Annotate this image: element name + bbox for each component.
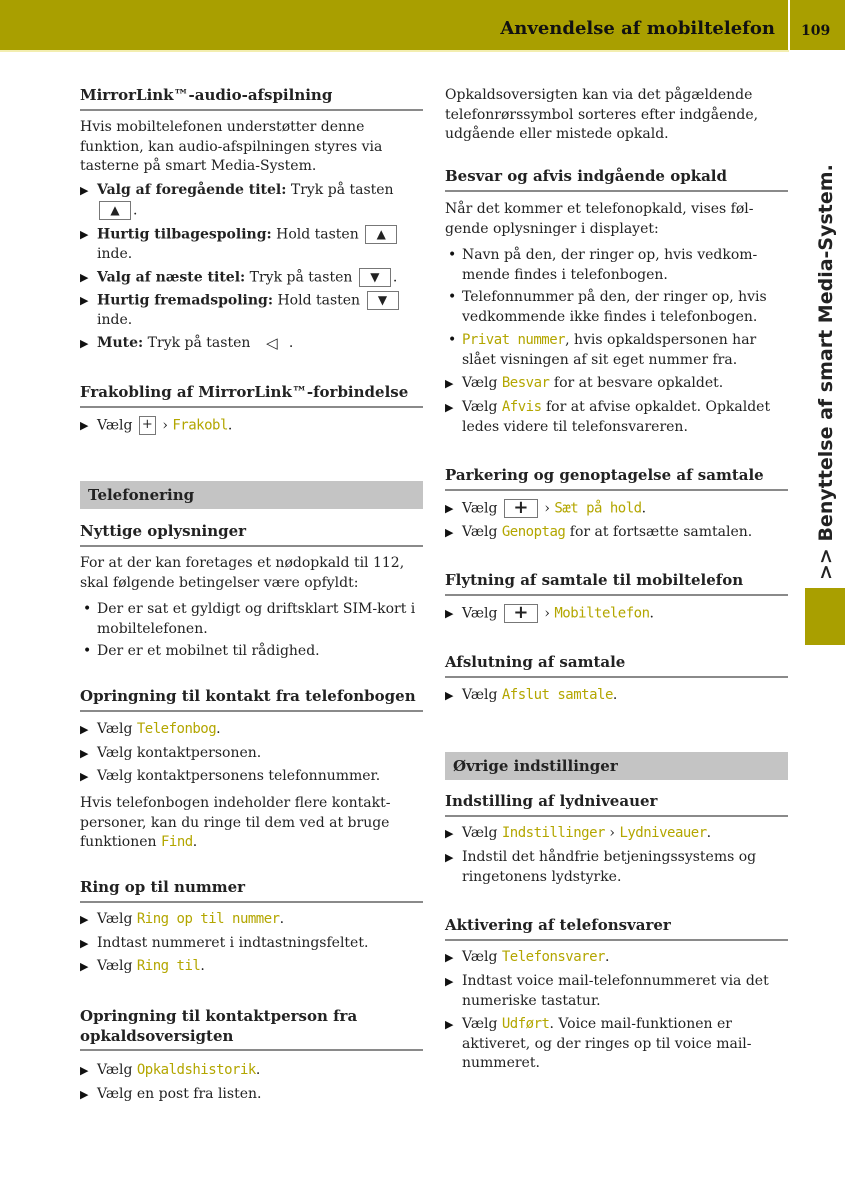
menu-item-reference: Mobiltelefon [554, 605, 650, 622]
text: Der er sat et gyldigt og driftsklart SIM-kort i mobiltelefonen. [97, 601, 416, 637]
text: . [604, 949, 610, 965]
instruction-step [80, 291, 423, 331]
section-heading [80, 878, 423, 903]
text: Frakobling af MirrorLink™-forbindelse [80, 383, 409, 401]
instruction-step [445, 374, 788, 394]
text: Afslutning af samtale [445, 653, 626, 671]
instruction-step [445, 848, 788, 887]
bold-label: Hurtig fremadspoling: [97, 292, 273, 309]
triangle-down-key-icon: ▼ [359, 268, 391, 287]
instruction-step [445, 1015, 788, 1074]
instruction-step [80, 225, 423, 265]
instruction-step [445, 824, 788, 844]
text: for at besvare opkaldet. [549, 375, 724, 391]
text: . [200, 958, 205, 974]
text: Tryk på tasten [245, 269, 357, 286]
text: . [288, 335, 294, 351]
page-title: Anvendelse af mobiltelefon [500, 18, 775, 39]
bold-label: Valg af foregående titel: [97, 182, 287, 198]
instruction-step [80, 957, 423, 977]
text: Parkering og genoptagelse af samtale [445, 466, 764, 484]
menu-item-reference: Lydniveauer [619, 825, 707, 841]
bold-label: Hurtig tilbagespoling: [97, 226, 272, 243]
text: Telefonering [88, 486, 195, 504]
text: Tryk på tasten [143, 335, 255, 351]
plus-key-icon: + [504, 499, 538, 518]
instruction-step [80, 1085, 423, 1105]
instruction-step [80, 767, 423, 787]
header-underline [0, 50, 789, 52]
menu-item-reference: Find [161, 834, 193, 850]
text: . [392, 269, 398, 286]
text: › [539, 605, 555, 622]
text: Øvrige indstillinger [453, 757, 618, 775]
instruction-step [80, 744, 423, 764]
text: Indstilling af lydniveauer [445, 792, 658, 810]
text: . [227, 417, 233, 434]
text: . [649, 605, 654, 622]
text: Vælg [462, 949, 502, 965]
text: . [641, 500, 647, 517]
text: Besvar og afvis indgående opkald [445, 167, 727, 185]
section-heading [80, 522, 423, 547]
paragraph [80, 794, 423, 853]
paragraph [80, 118, 423, 177]
text: Vælg [97, 417, 137, 434]
paragraph [445, 86, 788, 145]
plus-key-icon: + [139, 416, 156, 435]
menu-item-reference: Telefonbog [136, 721, 217, 737]
bullet-item [80, 600, 423, 639]
text: Hvis mobiltelefonen understøtter denne funktion, kan audio-afspilningen styres via tasterne på smart Media-System. [80, 119, 383, 174]
page-number: 109 [801, 23, 831, 39]
text: Vælg [97, 721, 137, 737]
text: MirrorLink™-audio-afspilning [80, 86, 333, 104]
text: . [279, 911, 285, 927]
instruction-step [445, 499, 788, 519]
text: Vælg [462, 1016, 502, 1032]
bold-label: Valg af næste titel: [97, 269, 246, 286]
menu-item-reference: Telefonsvarer [501, 949, 605, 965]
instruction-step [445, 686, 788, 706]
text: inde. [97, 312, 133, 328]
menu-item-reference: Opkaldshistorik [136, 1062, 256, 1078]
section-heading [445, 167, 788, 192]
bullet-item [445, 288, 788, 327]
text: Vælg [97, 958, 137, 974]
text: for at fortsætte samtalen. [565, 524, 753, 540]
text: Opkaldsoversigten kan via det pågældende telefonrørssymbol sorteres efter indgående, udgående eller mistede opkald. [445, 87, 759, 142]
instruction-step [80, 416, 423, 436]
section-banner [445, 752, 788, 780]
text: Hold tasten [273, 292, 365, 309]
text: Telefonnummer på den, der ringer op, hvis vedkommende ikke findes i telefonbogen. [462, 289, 767, 325]
text: . [612, 687, 618, 703]
text: . [133, 202, 138, 218]
instruction-step [80, 268, 423, 288]
bold-label: Mute: [97, 335, 144, 351]
text: Vælg [462, 399, 502, 415]
text: For at der kan foretages et nødopkald til 112, skal følgende betingelser være opfyldt: [80, 555, 405, 591]
triangle-down-key-icon: ▼ [367, 291, 399, 310]
section-heading [80, 1007, 423, 1051]
triangle-up-key-icon: ▲ [99, 201, 131, 220]
menu-item-reference: Ring op til nummer [136, 911, 280, 927]
bullet-item [445, 331, 788, 370]
text: Vælg kontaktpersonen. [97, 745, 262, 761]
menu-item-reference: Afvis [501, 399, 542, 415]
text: . [706, 825, 712, 841]
instruction-step [80, 934, 423, 954]
instruction-step [445, 398, 788, 437]
instruction-step [445, 948, 788, 968]
menu-item-reference: Ring til [136, 958, 201, 974]
menu-item-reference: Privat nummer [462, 332, 566, 348]
paragraph [80, 554, 423, 593]
instruction-step [80, 720, 423, 740]
text: Indtast voice mail-telefonnummeret via det numeriske tastatur. [462, 973, 769, 1009]
instruction-step [80, 910, 423, 930]
section-heading [80, 383, 423, 408]
text: Vælg [462, 500, 502, 517]
section-banner [80, 481, 423, 509]
text: . Voice mail-funktionen er aktiveret, og der ringes op til voice mail-nummeret. [462, 1016, 752, 1071]
text: Nyttige oplysninger [80, 522, 247, 540]
section-heading [445, 792, 788, 817]
side-tab-label: >> Benyttelse af smart Media-System. [815, 164, 837, 580]
instruction-step [80, 181, 423, 221]
mute-speaker-key-icon: ◁ [266, 333, 278, 352]
section-heading [80, 687, 423, 712]
menu-item-reference: Udført [501, 1016, 550, 1032]
text: Når det kommer et telefonopkald, vises føl-gende oplysninger i displayet: [445, 201, 754, 237]
text: Hvis telefonbogen indeholder flere kontakt-personer, kan du ringe til dem ved at bruge funktionen [80, 795, 391, 850]
text: Vælg [97, 1062, 137, 1078]
text: › [604, 825, 620, 841]
menu-item-reference: Indstillinger [501, 825, 605, 841]
menu-item-reference: Frakobl [172, 417, 228, 434]
triangle-up-key-icon: ▲ [365, 225, 397, 244]
text: Flytning af samtale til mobiltelefon [445, 571, 744, 589]
text: , hvis opkaldspersonen har slået visningen af sit eget nummer fra. [462, 332, 757, 368]
text: › [539, 500, 555, 517]
instruction-step [80, 1061, 423, 1081]
text: Vælg [97, 911, 137, 927]
section-heading [80, 86, 423, 111]
menu-item-reference: Sæt på hold [554, 500, 642, 517]
text: . [216, 721, 221, 737]
bullet-item [445, 246, 788, 285]
instruction-step [80, 334, 423, 354]
text: inde. [97, 246, 133, 262]
text: Indtast nummeret i indtastningsfeltet. [97, 935, 369, 951]
text: › [157, 417, 173, 434]
text: Aktivering af telefonsvarer [445, 916, 671, 934]
paragraph [445, 200, 788, 239]
instruction-step [445, 523, 788, 543]
plus-key-icon: + [504, 604, 538, 623]
text: Navn på den, der ringer op, hvis vedkom-mende findes i telefonbogen. [462, 247, 758, 283]
text: Vælg [462, 524, 502, 540]
text: . [192, 834, 198, 850]
side-tab-marker [805, 588, 845, 645]
section-heading [445, 466, 788, 491]
section-heading [445, 916, 788, 941]
menu-item-reference: Besvar [501, 375, 550, 391]
text: Opringning til kontakt fra telefonbogen [80, 687, 416, 705]
text: Hold tasten [271, 226, 364, 243]
text: Ring op til nummer [80, 878, 246, 896]
bullet-item [80, 642, 423, 662]
instruction-step [445, 972, 788, 1011]
text: Vælg kontaktpersonens telefonnummer. [97, 768, 381, 784]
text: Opringning til kontaktperson fra opkaldsoversigten [80, 1007, 358, 1045]
text: Vælg [462, 825, 502, 841]
text: Der er et mobilnet til rådighed. [97, 643, 320, 659]
text: Vælg en post fra listen. [97, 1086, 262, 1102]
section-heading [445, 571, 788, 596]
instruction-step [445, 604, 788, 624]
text: Tryk på tasten [286, 182, 394, 198]
text: Vælg [462, 605, 502, 622]
text: Indstil det håndfrie betjeningssystems og ringetonens lydstyrke. [462, 849, 757, 885]
text: for at afvise opkaldet. Opkaldet ledes videre til telefonsvareren. [462, 399, 771, 435]
text: . [255, 1062, 261, 1078]
text: Vælg [462, 687, 502, 703]
menu-item-reference: Afslut samtale [501, 687, 613, 703]
section-heading [445, 653, 788, 678]
text: Vælg [462, 375, 502, 391]
menu-item-reference: Genoptag [501, 524, 566, 540]
header-divider [788, 0, 790, 50]
